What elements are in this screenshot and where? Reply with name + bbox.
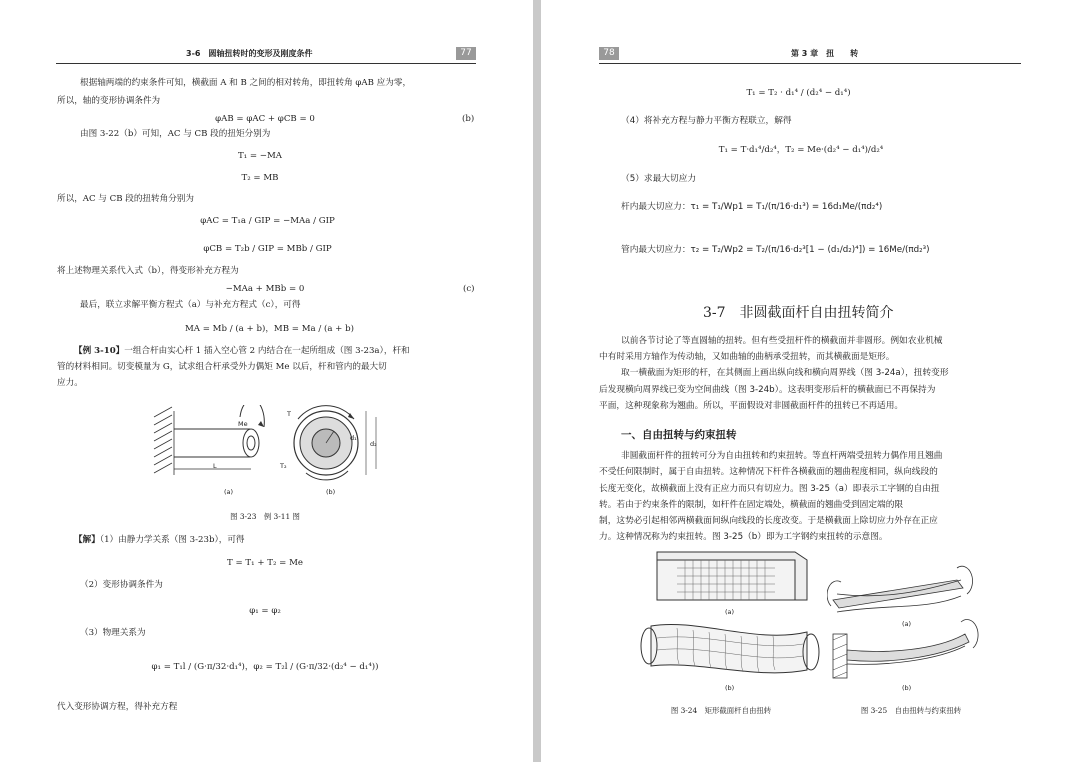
equation-prefix: 管内最大切应力： <box>621 245 691 255</box>
left-page <box>0 0 533 762</box>
equation-prefix: 杆内最大切应力： <box>621 202 691 212</box>
label-b: (b) <box>326 488 336 496</box>
text-line: 根据轴两端的约束条件可知，横截面 A 和 B 之间的相对转角，即扭转角 φAB 应为零， <box>80 78 412 88</box>
text-line: 非圆截面杆件的扭转可分为自由扭转和约束扭转。等直杆两端受扭转力偶作用且翘曲 <box>621 451 943 461</box>
solution-label: 【解】 <box>74 535 100 545</box>
text-line: 所以，轴的变形协调条件为 <box>57 96 161 106</box>
example-label: 【例 3-10】 <box>74 346 125 356</box>
right-page-number: 78 <box>599 47 619 60</box>
equation: T₂ = MB <box>241 173 279 183</box>
text-line: 长度无变化，故横截面上没有正应力而只有切应力。图 3-25（a）即表示工字钢的自由扭 <box>599 484 940 494</box>
equation: τ₂ = T₂/Wp2 = T₂/(π/16·d₂³[1 − (d₁/d₂)⁴]) = 16Me/(πd₂³) <box>690 245 930 255</box>
label-length: L <box>213 462 217 470</box>
equation: φ₁ = φ₂ <box>249 606 281 616</box>
figure-caption: 图 3-24 矩形截面杆自由扭转 <box>670 706 772 715</box>
label-a: (a) <box>224 488 234 496</box>
text-line: 后发现横向周界线已变为空间曲线（图 3-24b）。这表明变形后杆的横截面已不再保持为 <box>599 385 936 395</box>
equation: MA = Mb / (a + b)，MB = Ma / (a + b) <box>185 324 354 334</box>
section-title: 3-7 非圆截面杆自由扭转简介 <box>703 305 894 321</box>
equation-number: (b) <box>462 114 475 124</box>
figure-caption: 图 3-23 例 3-11 图 <box>230 512 300 521</box>
equation-line <box>621 202 882 213</box>
text-line: 由图 3-22（b）可知，AC 与 CB 段的扭矩分别为 <box>80 129 271 139</box>
equation: T₁ = T₂ · d₁⁴ / (d₂⁴ − d₁⁴) <box>746 88 851 98</box>
left-running-header: 3-6 圆轴扭转时的变形及刚度条件 <box>186 49 313 58</box>
right-header-rule <box>599 63 1021 64</box>
equation: φCB = T₂b / GIP = MBb / GIP <box>203 244 332 254</box>
equation: −MAa + MBb = 0 <box>225 284 305 294</box>
text-line: 转。若由于约束条件的限制，如杆件在固定端处，横截面的翘曲受到固定端的限 <box>599 500 904 510</box>
equation-line <box>621 245 930 256</box>
text-line: 制，这势必引起相邻两横截面间纵向线段的长度改变。于是横截面上除切应力外存在正应 <box>599 516 938 526</box>
equation-number: (c) <box>463 284 475 294</box>
equation: T₁ = −MA <box>237 151 283 161</box>
text-line: （5）求最大切应力 <box>621 174 697 184</box>
equation: φAB = φAC + φCB = 0 <box>215 114 315 124</box>
text-line: （3）物理关系为 <box>80 628 146 638</box>
text-line: 应力。 <box>57 378 83 388</box>
text-line: 所以，AC 与 CB 段的扭转角分别为 <box>57 194 194 204</box>
page-gutter <box>533 0 541 762</box>
label-d2: d₂ <box>370 440 377 448</box>
fixed-wall <box>154 407 174 475</box>
text-line: 代入变形协调方程，得补充方程 <box>57 702 178 712</box>
undeformed-bar <box>657 552 807 600</box>
fig25-label-b: (b) <box>902 684 912 692</box>
subsection-title: 一、自由扭转与约束扭转 <box>621 429 737 441</box>
label-me: Me <box>238 420 248 428</box>
fig24-label-a: (a) <box>725 608 735 616</box>
equation: τ₁ = T₁/Wp1 = T₁/(π/16·d₁³) = 16d₁Me/(πd₂⁴) <box>690 202 883 212</box>
text-line: 平面，这种现象称为翘曲。所以，平面假设对非圆截面杆件的扭转已不再适用。 <box>599 401 904 411</box>
equation: T = T₁ + T₂ = Me <box>227 558 303 568</box>
left-header-rule <box>56 63 476 64</box>
figure-3-23 <box>148 405 388 501</box>
text-line: （4）将补充方程与静力平衡方程联立，解得 <box>621 116 792 126</box>
example-text: 一组合杆由实心杆 1 插入空心管 2 内结合在一起所组成（图 3-23a），杆和 <box>124 346 410 356</box>
text-line: 将上述物理关系代入式（b），得变形补充方程为 <box>57 266 239 276</box>
text-line: 取一横截面为矩形的杆，在其侧面上画出纵向线和横向周界线（图 3-24a），扭转变形 <box>621 368 949 378</box>
label-d1: d₁ <box>350 434 357 442</box>
solution-text: （1）由静力学关系（图 3-23b），可得 <box>99 535 245 545</box>
text-line: 管的材料相同。切变模量为 G，试求组合杆承受外力偶矩 Me 以后，杆和管内的最大切 <box>57 362 387 372</box>
left-page-number: 77 <box>456 47 476 60</box>
fig25-label-a: (a) <box>902 620 912 628</box>
right-page <box>541 0 1080 762</box>
twisted-bar <box>641 624 819 672</box>
equation: T₁ = T·d₁⁴/d₂⁴，T₂ = Me·(d₂⁴ − d₁⁴)/d₂⁴ <box>718 145 884 155</box>
equation: φ₁ = T₁l / (G·π/32·d₁⁴)，φ₂ = T₂l / (G·π/32·(d₂⁴ − d₁⁴)) <box>151 662 379 672</box>
restrained-torsion-i-beam <box>833 620 978 678</box>
example-line <box>74 346 410 357</box>
text-line: 中有时采用方轴作为传动轴，又如曲轴的曲柄承受扭转，而其横截面是矩形。 <box>599 352 895 362</box>
text-line: 以前各节讨论了等直圆轴的扭转。但有些受扭杆件的横截面并非圆形。例如农业机械 <box>621 336 943 346</box>
text-line: （2）变形协调条件为 <box>80 580 163 590</box>
fig24-label-b: (b) <box>725 684 735 692</box>
figure-3-24 <box>637 548 827 698</box>
right-running-header: 第 3 章 扭 转 <box>791 49 859 58</box>
label-t: T <box>287 410 291 418</box>
label-t2: T₂ <box>280 462 287 470</box>
text-line: 不受任何限制时，属于自由扭转。这种情况下杆件各横截面的翘曲程度相同，纵向线段的 <box>599 467 938 477</box>
free-torsion-i-beam <box>827 566 972 612</box>
solution-line <box>74 535 245 546</box>
equation: φAC = T₁a / GIP = −MAa / GIP <box>200 216 335 226</box>
text-line: 最后，联立求解平衡方程式（a）与补充方程式（c），可得 <box>80 300 301 310</box>
figure-caption: 图 3-25 自由扭转与约束扭转 <box>860 706 962 715</box>
text-line: 力。这种情况称为约束扭转。图 3-25（b）即为工字钢约束扭转的示意图。 <box>599 532 888 542</box>
